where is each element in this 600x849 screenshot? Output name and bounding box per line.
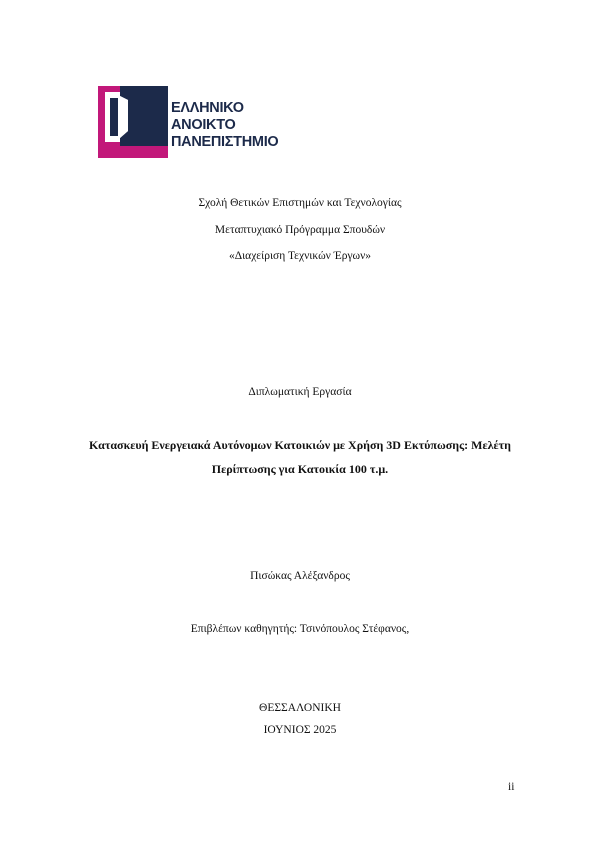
document-type: Διπλωματική Εργασία [248,386,352,398]
thesis-title-line-2: Περίπτωσης για Κατοικία 100 τ.μ. [211,462,389,476]
thesis-title-line-1: Κατασκευή Ενεργειακά Αυτόνομων Κατοικιών με Χρήση 3D Εκτύπωσης: Μελέτη [89,438,511,452]
university-name [171,100,278,151]
logo-line-1: ΕΛΛΗΝΙΚΟ [171,100,244,116]
specialization-name: «Διαχείριση Τεχνικών Έργων» [228,250,372,262]
university-logo [98,86,298,158]
supervisor: Επιβλέπων καθηγητής: Τσινόπουλος Στέφανος, [190,623,410,635]
logo-line-3: ΠΑΝΕΠΙΣΤΗΜΙΟ [171,134,279,150]
university-logo-mark [98,86,168,158]
author-name: Πισώκας Αλέξανδρος [250,570,350,582]
logo-line-2: ΑΝΟΙΚΤΟ [171,117,236,133]
page-number: ii [508,781,515,793]
city: ΘΕΣΣΑΛΟΝΙΚΗ [259,702,341,714]
thesis-title [70,433,530,481]
school-name: Σχολή Θετικών Επιστημών και Τεχνολογίας [198,197,402,209]
date: ΙΟΥΝΙΟΣ 2025 [263,724,337,736]
program-name: Μεταπτυχιακό Πρόγραμμα Σπουδών [214,224,386,236]
